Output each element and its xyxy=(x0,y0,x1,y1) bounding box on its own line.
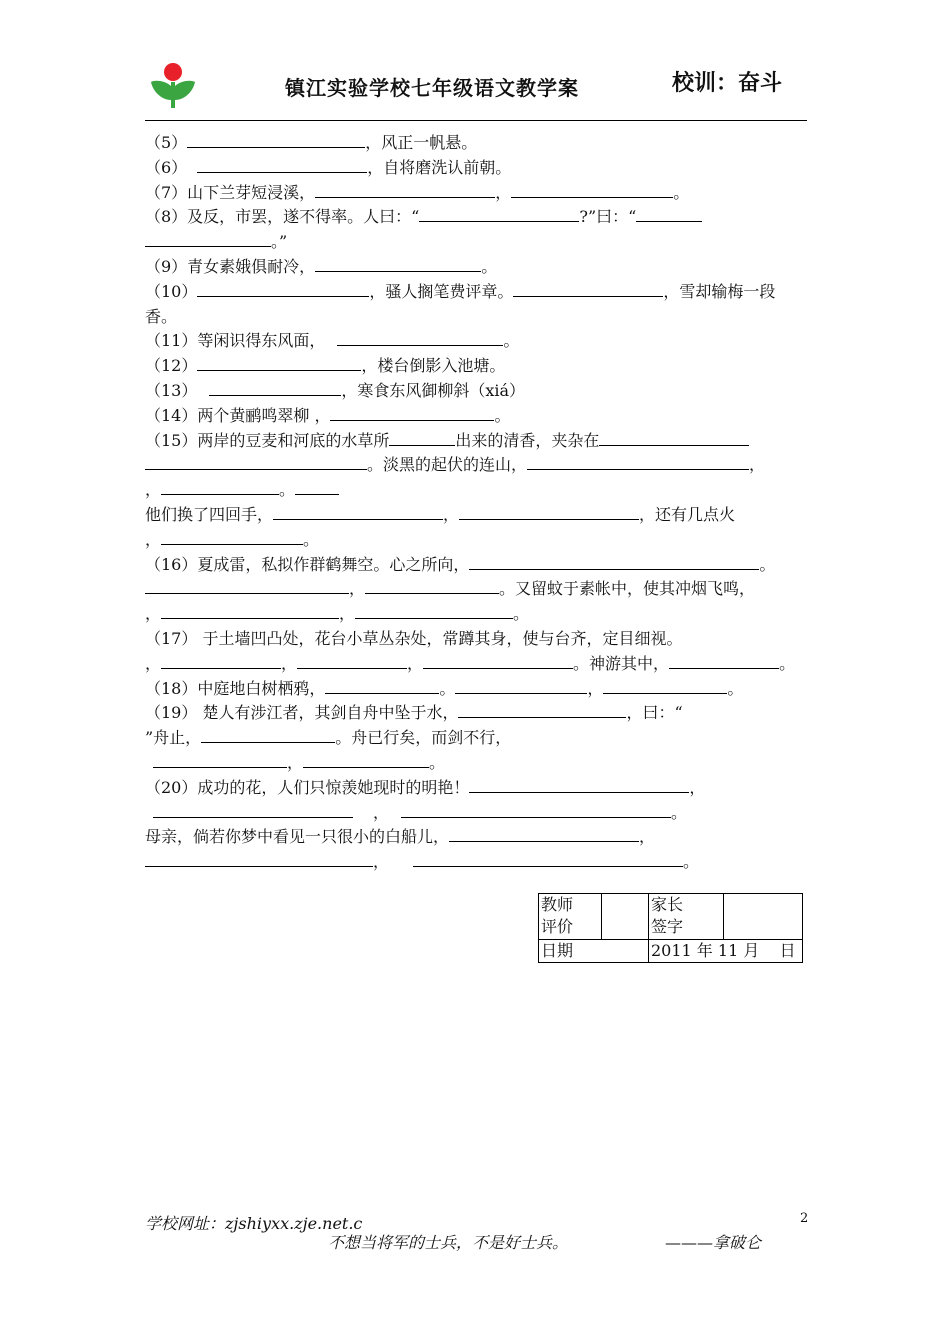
question-20: （20）成功的花，人们只惊羡她现时的明艳！ ， xyxy=(145,777,706,797)
answer-blank[interactable] xyxy=(145,231,271,247)
answer-blank[interactable] xyxy=(413,851,683,867)
logo-left-leaf xyxy=(151,81,171,100)
date-value: 2011 年 11 月 日 xyxy=(649,940,803,963)
answer-blank[interactable] xyxy=(389,430,455,446)
question-8: （8）及反，市罢，遂不得率。人曰：“ ?”曰：“ xyxy=(145,205,807,230)
answer-blank[interactable] xyxy=(458,702,626,718)
question-10-cont: 香。 xyxy=(145,306,178,326)
parent-signature-cell[interactable] xyxy=(724,894,803,940)
answer-blank[interactable] xyxy=(469,777,689,793)
fill-in-exercises xyxy=(145,131,807,875)
question-16: （16）夏成雷，私拟作群鹤舞空。心之所向， 。 xyxy=(145,554,776,574)
answer-blank[interactable] xyxy=(145,454,367,470)
answer-blank[interactable] xyxy=(297,653,407,669)
question-16-cont-1: ， 。又留蚊于素帐中，使其冲烟飞鸣， xyxy=(145,577,807,602)
question-15: （15）两岸的豆麦和河底的水草所 出来的清香，夹杂在 xyxy=(145,429,807,454)
answer-blank[interactable] xyxy=(303,752,429,768)
answer-blank[interactable] xyxy=(201,727,335,743)
footer-quote: 不想当将军的士兵，不是好士兵。 xyxy=(328,1233,569,1252)
logo-right-leaf xyxy=(175,81,195,100)
answer-blank[interactable] xyxy=(330,405,494,421)
header-divider xyxy=(145,120,807,121)
answer-blank[interactable] xyxy=(161,603,339,619)
teacher-evaluation-cell[interactable] xyxy=(602,894,649,940)
answer-blank[interactable] xyxy=(161,653,281,669)
answer-blank[interactable] xyxy=(187,132,365,148)
answer-blank[interactable] xyxy=(365,578,499,594)
answer-blank[interactable] xyxy=(455,678,587,694)
question-13: （13） ，寒食东风御柳斜（xiá） xyxy=(145,380,526,400)
answer-blank[interactable] xyxy=(469,554,759,570)
answer-blank[interactable] xyxy=(459,504,639,520)
answer-blank[interactable] xyxy=(315,256,481,272)
parent-signature-label: 家长 签字 xyxy=(649,894,724,940)
question-8-cont: 。” xyxy=(145,230,807,255)
school-logo xyxy=(150,60,196,108)
teacher-evaluation-label: 教师 评价 xyxy=(539,894,602,940)
evaluation-table xyxy=(538,893,803,963)
footer-quote-author: ———拿破仑 xyxy=(665,1233,762,1252)
question-18: （18）中庭地白树栖鸦， 。 ， 。 xyxy=(145,678,744,698)
logo-flower xyxy=(164,63,182,81)
logo-stem xyxy=(171,82,175,108)
date-label: 日期 xyxy=(539,940,649,963)
question-16-cont-2: ， ， 。 xyxy=(145,604,530,624)
answer-blank[interactable] xyxy=(145,578,349,594)
question-15-cont-3: 他们换了四回手， ， ，还有几点火 xyxy=(145,504,736,524)
answer-blank[interactable] xyxy=(161,529,303,545)
answer-blank[interactable] xyxy=(599,430,749,446)
answer-blank[interactable] xyxy=(337,330,503,346)
answer-blank[interactable] xyxy=(145,851,373,867)
question-19-cont-1: ”舟止， 。舟已行矣，而剑不行， xyxy=(145,728,512,748)
question-10: （10） ，骚人搁笔费评章。 ，雪却输梅一段 xyxy=(145,281,776,301)
answer-blank[interactable] xyxy=(669,653,779,669)
question-5: （5） ，风正一帆悬。 xyxy=(145,133,478,152)
answer-blank[interactable] xyxy=(511,182,673,198)
answer-blank[interactable] xyxy=(161,479,279,495)
answer-blank[interactable] xyxy=(636,206,702,222)
question-7: （7）山下兰芽短浸溪， ， 。 xyxy=(145,182,690,202)
question-11: （11）等闲识得东风面， 。 xyxy=(145,331,520,351)
answer-blank[interactable] xyxy=(355,603,513,619)
answer-blank[interactable] xyxy=(153,752,287,768)
question-17: （17） 于土墙凹凸处，花台小草丛杂处，常蹲其身，使与台齐，定目细视。 xyxy=(145,628,683,648)
question-15-cont-4: ， 。 xyxy=(145,529,320,549)
answer-blank[interactable] xyxy=(197,157,367,173)
answer-blank[interactable] xyxy=(153,802,353,818)
answer-blank[interactable] xyxy=(197,281,369,297)
answer-blank[interactable] xyxy=(527,454,749,470)
answer-blank[interactable] xyxy=(419,206,579,222)
school-motto: 校训：奋斗 xyxy=(672,71,783,96)
answer-blank[interactable] xyxy=(209,380,341,396)
answer-blank[interactable] xyxy=(401,802,671,818)
answer-blank[interactable] xyxy=(449,826,639,842)
question-6: （6） ，自将磨洗认前朝。 xyxy=(145,157,512,177)
question-15-cont-1: 。淡黑的起伏的连山， ， xyxy=(145,453,807,478)
question-19: （19） 楚人有涉江者，其剑自舟中坠于水， ，曰：“ xyxy=(145,703,683,723)
question-17-cont: ， ， ， 。神游其中， 。 xyxy=(145,653,796,673)
question-20-cont-2: 母亲，倘若你梦中看见一只很小的白船儿， ， xyxy=(145,827,656,847)
answer-blank[interactable] xyxy=(325,678,439,694)
answer-blank[interactable] xyxy=(315,182,495,198)
question-19-cont-2: ， 。 xyxy=(145,751,807,776)
answer-blank[interactable] xyxy=(513,281,663,297)
question-14: （14）两个黄鹂鸣翠柳 ， 。 xyxy=(145,405,511,425)
answer-blank[interactable] xyxy=(603,678,727,694)
question-12: （12） ，楼台倒影入池塘。 xyxy=(145,356,506,376)
question-20-cont-1: ， 。 xyxy=(145,801,807,826)
answer-blank[interactable] xyxy=(423,653,573,669)
answer-blank[interactable] xyxy=(197,355,361,371)
answer-blank[interactable] xyxy=(273,504,443,520)
answer-blank[interactable] xyxy=(295,479,339,495)
page-number: 2 xyxy=(800,1211,809,1226)
school-website: 学校网址：zjshiyxx.zje.net.c xyxy=(145,1214,363,1233)
question-9: （9）青女素娥俱耐冷， 。 xyxy=(145,256,498,276)
question-20-cont-3: ， 。 xyxy=(145,850,807,875)
question-15-cont-2: ， 。 xyxy=(145,478,807,503)
page-title: 镇江实验学校七年级语文教学案 xyxy=(285,76,579,100)
